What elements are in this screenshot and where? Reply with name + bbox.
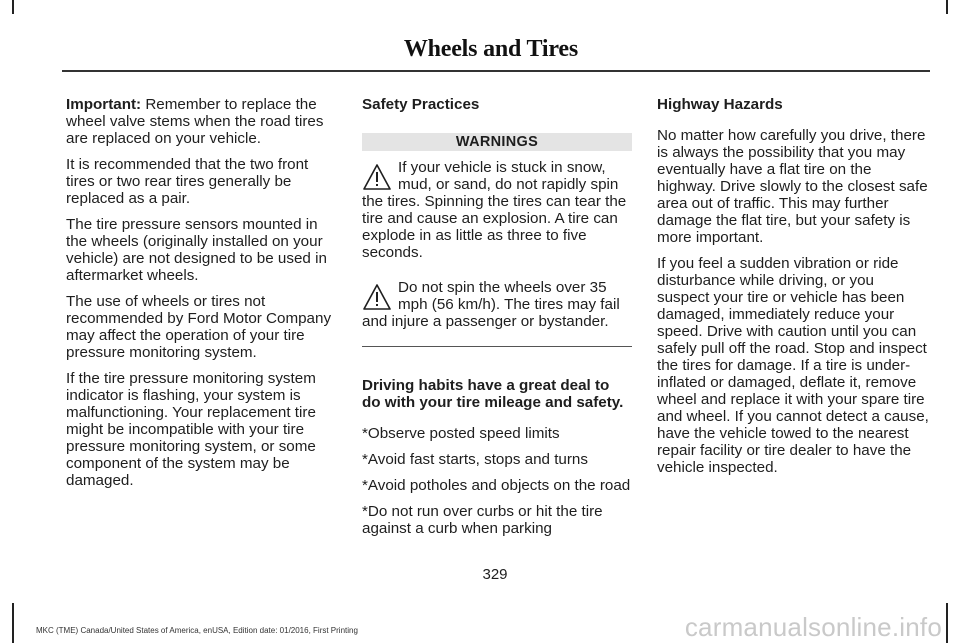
watermark-logo: carmanualsonline.info	[684, 612, 942, 642]
crop-mark-bottom-left	[12, 603, 14, 643]
page-number: 329	[482, 566, 508, 583]
page-title: Wheels and Tires	[403, 36, 578, 62]
warnings-end-divider	[362, 346, 632, 347]
paragraph: If the tire pressure monitoring system indicator is flashing, your system is malfunctioning. Your replacement tire might be incompatible with your tire pressure monitoring system, or some component of the system may be damaged.	[66, 370, 316, 489]
tip-item: *Avoid potholes and objects on the road	[362, 477, 631, 494]
tip-item: *Observe posted speed limits	[362, 425, 560, 442]
title-divider	[62, 70, 930, 72]
paragraph: The use of wheels or tires not recommended by Ford Motor Company may affect the operation of your tire pressure monitoring system.	[66, 293, 332, 361]
column-right	[657, 96, 929, 485]
important-label: Important:	[66, 96, 142, 113]
column-left	[66, 96, 338, 498]
warning-item	[362, 159, 632, 261]
warnings-header: WARNINGS	[362, 133, 632, 151]
paragraph: It is recommended that the two front tires or two rear tires generally be replaced as a pair.	[66, 156, 309, 207]
section-heading-safety-practices: Safety Practices	[362, 96, 480, 113]
tip-item: *Do not run over curbs or hit the tire against a curb when parking	[362, 503, 603, 537]
column-middle	[362, 96, 632, 546]
paragraph: The tire pressure sensors mounted in the wheels (originally installed on your vehicle) are not designed to be used in aftermarket wheels.	[66, 216, 327, 284]
section-heading-highway-hazards: Highway Hazards	[657, 96, 783, 113]
paragraph: If you feel a sudden vibration or ride disturbance while driving, or you suspect your tire or vehicle has been damaged, immediately reduce your speed. Drive with caution until you can safely pull off the road. Stop and inspect the tires for damage. If a tire is under-inflated or damaged, deflate it, remove wheel and replace it with your spare tire and wheel. If you cannot detect a cause, have the vehicle towed to the nearest repair facility or tire dealer to have the vehicle inspected.	[657, 255, 929, 476]
warning-item	[362, 279, 632, 330]
edition-note: MKC (TME) Canada/United States of America, enUSA, Edition date: 01/2016, First Printing	[36, 626, 358, 635]
paragraph: No matter how carefully you drive, there is always the possibility that you may eventually have a flat tire on the highway. Drive slowly to the closest safe area out of traffic. This may further damage the flat tire, but your safety is more important.	[657, 127, 928, 246]
warning-text: Do not spin the wheels over 35 mph (56 km/h). The tires may fail and injure a passenger or bystander.	[362, 279, 620, 330]
warning-triangle-icon	[362, 283, 392, 311]
crop-mark-top-left	[12, 0, 14, 14]
crop-mark-top-right	[946, 0, 948, 14]
important-note	[66, 96, 338, 147]
warning-text: If your vehicle is stuck in snow, mud, or sand, do not rapidly spin the tires. Spinning the tires can tear the tire and cause an explosion. A tire can explode in as little as three to five seconds.	[362, 159, 627, 261]
crop-mark-bottom-right	[946, 603, 948, 643]
warning-triangle-icon	[362, 163, 392, 191]
important-text: Remember to replace the wheel valve stems when the road tires are replaced on your vehicle.	[66, 96, 324, 147]
tip-item: *Avoid fast starts, stops and turns	[362, 451, 588, 468]
driving-habits-heading: Driving habits have a great deal to do with your tire mileage and safety.	[362, 377, 624, 411]
